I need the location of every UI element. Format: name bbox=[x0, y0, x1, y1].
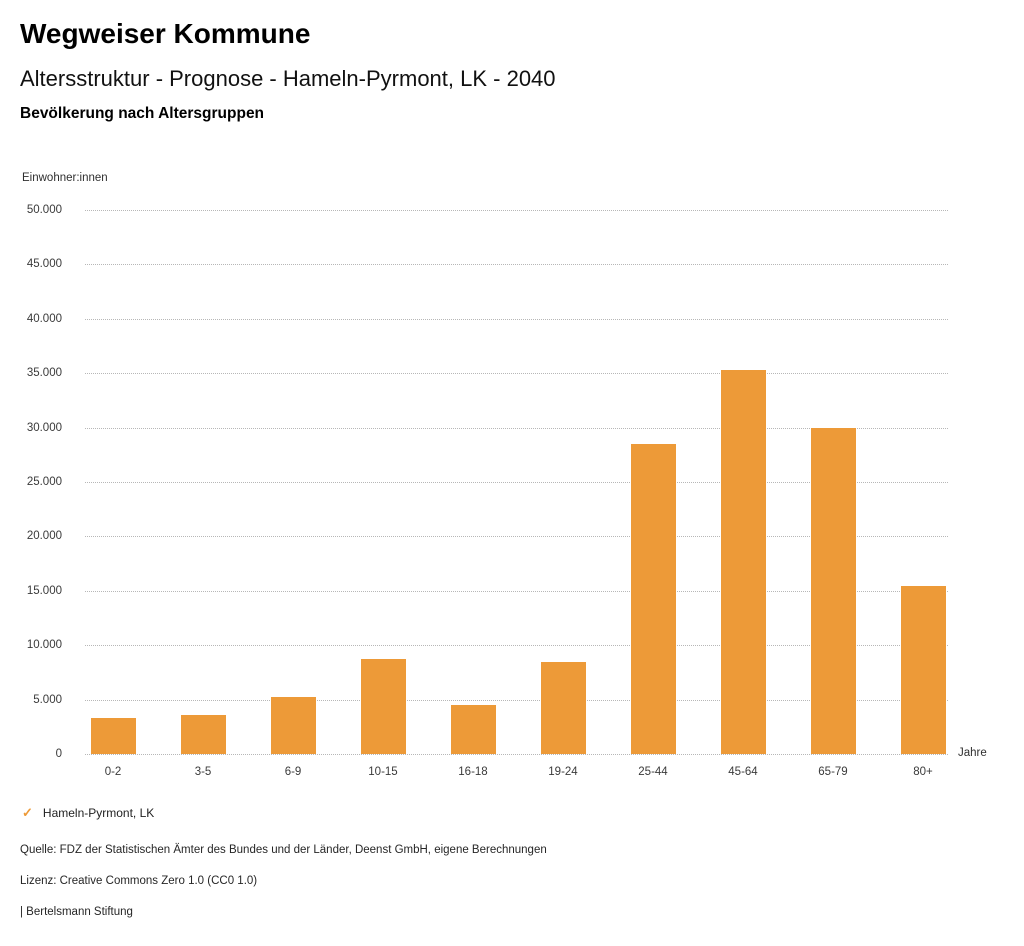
y-tick-label: 25.000 bbox=[26, 476, 62, 488]
gridline bbox=[85, 210, 948, 211]
bar-25-44[interactable] bbox=[631, 444, 676, 754]
x-tick-label: 16-18 bbox=[458, 766, 488, 778]
x-axis-title: Jahre bbox=[958, 747, 987, 759]
bar-6-9[interactable] bbox=[271, 697, 316, 754]
check-icon: ✓ bbox=[22, 805, 33, 820]
x-tick-label: 25-44 bbox=[638, 766, 668, 778]
bar-3-5[interactable] bbox=[181, 715, 226, 754]
bar-45-64[interactable] bbox=[721, 370, 766, 754]
y-tick-label: 0 bbox=[55, 748, 62, 760]
x-tick-label: 6-9 bbox=[284, 766, 302, 778]
legend-label: Hameln-Pyrmont, LK bbox=[42, 806, 155, 820]
bar-10-15[interactable] bbox=[361, 659, 406, 754]
chart-heading: Bevölkerung nach Altersgruppen bbox=[20, 105, 265, 122]
x-tick-label: 10-15 bbox=[368, 766, 398, 778]
y-tick-label: 30.000 bbox=[26, 421, 62, 434]
bar-19-24[interactable] bbox=[541, 662, 586, 754]
y-axis-title: Einwohner:innen bbox=[22, 172, 108, 184]
x-tick-label: 45-64 bbox=[728, 766, 758, 778]
bar-65-79[interactable] bbox=[811, 428, 856, 754]
x-tick-label: 0-2 bbox=[104, 766, 122, 778]
y-tick-label: 15.000 bbox=[26, 584, 62, 597]
y-tick-label: 5.000 bbox=[33, 693, 62, 706]
chart-subtitle: Altersstruktur - Prognose - Hameln-Pyrmont, LK - 2040 bbox=[20, 66, 556, 91]
source-note: Quelle: FDZ der Statistischen Ämter des Bundes und der Länder, Deenst GmbH, eigene Berechnungen bbox=[20, 844, 547, 856]
bar-16-18[interactable] bbox=[451, 705, 496, 754]
bar-0-2[interactable] bbox=[91, 718, 136, 754]
gridline bbox=[85, 373, 948, 374]
gridline bbox=[85, 319, 948, 320]
y-tick-label: 50.000 bbox=[26, 204, 62, 216]
y-tick-label: 20.000 bbox=[26, 530, 62, 543]
gridline bbox=[85, 754, 948, 755]
x-tick-label: 3-5 bbox=[194, 766, 212, 778]
y-tick-label: 40.000 bbox=[26, 312, 62, 325]
gridline bbox=[85, 264, 948, 265]
legend-item-hameln-pyrmont[interactable] bbox=[22, 804, 154, 822]
x-tick-label: 65-79 bbox=[818, 766, 848, 778]
x-tick-label: 80+ bbox=[913, 766, 933, 778]
bar-80+[interactable] bbox=[901, 586, 946, 754]
y-tick-label: 10.000 bbox=[26, 639, 62, 652]
x-tick-label: 19-24 bbox=[548, 766, 578, 778]
license-note: Lizenz: Creative Commons Zero 1.0 (CC0 1.0) bbox=[20, 875, 258, 887]
y-tick-label: 35.000 bbox=[26, 367, 62, 380]
page-title: Wegweiser Kommune bbox=[20, 18, 311, 49]
attribution-note: | Bertelsmann Stiftung bbox=[20, 906, 133, 918]
y-tick-label: 45.000 bbox=[26, 258, 62, 271]
